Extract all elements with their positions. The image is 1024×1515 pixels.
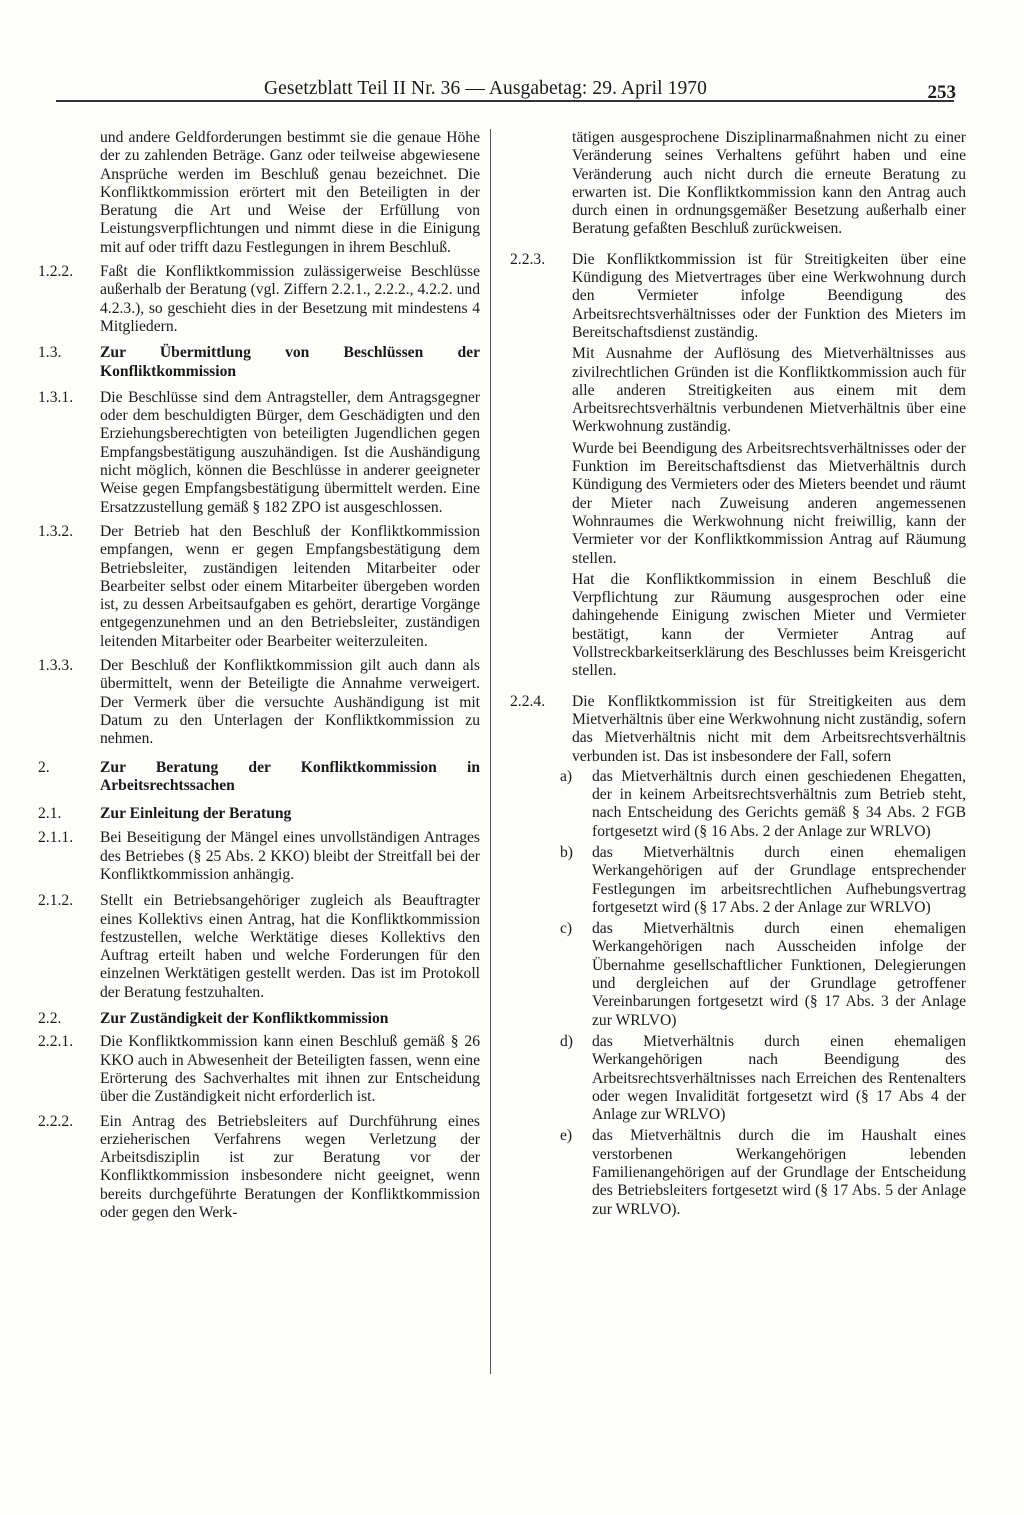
- section-number: 2.1.: [38, 805, 62, 823]
- right-column: [510, 129, 966, 1219]
- section-text: Die Konfliktkommission kann einen Beschluß gemäß § 26 KKO auch in Abwesenheit der Beteiligten fassen, wenn eine Erörterung des Sachverhaltes mit ihnen zur Entscheidung über die Zuständigkeit nicht erforderlich ist.: [100, 1033, 480, 1106]
- section-1-3-1: [38, 389, 480, 517]
- heading-1-3: [38, 344, 480, 381]
- section-1-3-2: [38, 523, 480, 651]
- section-2-2-2: [38, 1113, 480, 1223]
- section-2-2-1: [38, 1033, 480, 1106]
- heading-text: Zur Einleitung der Beratung: [100, 805, 292, 823]
- section-number: 2.2.: [38, 1010, 62, 1028]
- list-letter: d): [560, 1032, 573, 1050]
- section-1-3-3: [38, 657, 480, 748]
- list-item: [510, 768, 966, 841]
- list-item: [510, 1127, 966, 1218]
- left-column: [38, 129, 480, 1222]
- heading-text: Zur Beratung der Konfliktkommission in Arbeitsrechtssachen: [100, 758, 480, 794]
- section-number: 2.2.1.: [38, 1033, 74, 1051]
- list-item-text: das Mietverhältnis durch die im Haushalt eines verstorbenen Werkangehörigen lebenden Familienangehörigen auf der Grundlage der Entscheidung des Betriebsleiters fortgesetzt wird (§ 17 Abs. 5 der Anlage zur WRLVO).: [592, 1127, 966, 1218]
- section-number: 1.3.2.: [38, 522, 74, 540]
- section-number: 2.1.1.: [38, 829, 74, 847]
- list-letter: e): [560, 1127, 573, 1145]
- heading-2-1: [38, 805, 480, 823]
- section-number: 2.2.2.: [38, 1112, 74, 1130]
- section-1-2-2: [38, 263, 480, 336]
- section-text: Ein Antrag des Betriebsleiters auf Durchführung eines erzieherischen Verfahrens wegen Verletzung der Arbeitsdisziplin ist zur Beratung vor der Konfliktkommission insbesondere nicht geeignet, wenn bereits durchgeführte Beratungen der Konfliktkommission oder gegen den Werk-: [100, 1112, 480, 1222]
- list-item: [510, 920, 966, 1030]
- section-2-1-1: [38, 829, 480, 884]
- section-number: 1.3.: [38, 344, 62, 362]
- section-2-1-2: [38, 892, 480, 1002]
- list-letter: c): [560, 920, 573, 938]
- section-2-2-3: [510, 251, 966, 342]
- header-rule: [56, 100, 954, 102]
- list-letter: a): [560, 767, 573, 785]
- section-number: 2.: [38, 758, 50, 776]
- running-title: Gesetzblatt Teil II Nr. 36 — Ausgabetag: 29. April 1970: [264, 78, 707, 99]
- section-text: Die Beschlüsse sind dem Antragsteller, dem Antragsgegner oder dem beschuldigten Bürger, dem Geschädigten und den Erziehungsberechtigten von beteiligten Jugendlichen gegen Empfangsbestätigung auszuhändigen. Ist die Aushändigung nicht möglich, können die Beschlüsse in anderer geeigneter Weise gegen Empfangsbestätigung übermittelt werden. Eine Ersatzzustellung gemäß § 182 ZPO ist ausgeschlossen.: [100, 388, 480, 516]
- section-2-2-3-para-4: Hat die Konfliktkommission in einem Beschluß die Verpflichtung zur Räumung ausgesprochen oder eine dahingehende Einigung zwischen Mieter und Vermieter bestätigt, kann der Vermieter Antrag auf Vollstreckbarkeitserklärung des Beschlusses beim Kreisgericht stellen.: [572, 570, 966, 680]
- section-number: 1.3.3.: [38, 657, 74, 675]
- section-number: 2.1.2.: [38, 892, 74, 910]
- section-number: 1.2.2.: [38, 263, 74, 281]
- continued-paragraph: und andere Geldforderungen bestimmt sie die genaue Höhe der zu zahlenden Beträge. Ganz oder teilweise abgewiesene Ansprüche werden im Beschluß genau bezeichnet. Die Konfliktkommission erörtert mit den Beteiligten in der Beratung die Art und Weise der Erfüllung von Leistungsverpflichtungen und nimmt diese in die Einigung mit auf oder trifft dazu Festlegungen in ihrem Beschluß.: [100, 129, 480, 256]
- section-text: Der Betrieb hat den Beschluß der Konfliktkommission empfangen, wenn er gegen Empfangsbestätigung dem Betriebsleiter, zuständigen leitenden Mitarbeiter oder Bearbeiter selbst oder einem Mitarbeiter übergeben worden ist, zu dessen Arbeitsaufgaben es gehört, derartige Vorgänge entgegenzunehmen und an den Betriebsleiter, zuständigen leitenden Mitarbeiter oder Bearbeiter weiterzuleiten.: [100, 522, 480, 650]
- heading-2: [38, 759, 480, 796]
- list-item: [510, 844, 966, 917]
- heading-text: Zur Zuständigkeit der Konfliktkommission: [100, 1010, 389, 1028]
- section-text: Die Konfliktkommission ist für Streitigkeiten über eine Kündigung des Mietvertrages über eine Werkwohnung durch den Vermieter infolge Beendigung des Arbeitsrechtsverhältnisses oder der Funktion des Mieters im Bereitschaftsdienst zuständig.: [572, 250, 966, 341]
- section-number: 2.2.4.: [510, 692, 546, 710]
- section-2-2-4: [510, 693, 966, 766]
- section-text: Faßt die Konfliktkommission zulässigerweise Beschlüsse außerhalb der Beratung (vgl. Ziffern 2.2.1., 2.2.2., 4.2.2. und 4.2.3.), so geschieht dies in der Besetzung mit mindestens 4 Mitgliedern.: [100, 263, 480, 335]
- section-number: 2.2.3.: [510, 250, 546, 268]
- section-number: 1.3.1.: [38, 388, 74, 406]
- section-text: Bei Beseitigung der Mängel eines unvollständigen Antrages des Betriebes (§ 25 Abs. 2 KKO) bleibt der Streitfall bei der Konfliktkommission anhängig.: [100, 829, 480, 883]
- section-text: Stellt ein Betriebsangehöriger zugleich als Beauftragter eines Kollektivs einen Antrag, hat die Konfliktkommission festzustellen, welche Werktätige dieses Kollektivs den Auftrag erteilt haben und welche Forderungen für den einzelnen Werktätigen gestellt werden. Das ist im Protokoll der Beratung festzuhalten.: [100, 892, 480, 1001]
- section-2-2-3-para-2: Mit Ausnahme der Auflösung des Mietverhältnisses aus zivilrechtlichen Gründen ist die Konfliktkommission auch für alle anderen Streitigkeiten aus einem mit dem Arbeitsrechtsverhältnis verbundenen Mietverhältnis über eine Werkwohnung zuständig.: [572, 345, 966, 436]
- page-number: 253: [927, 82, 956, 103]
- list-item-text: das Mietverhältnis durch einen ehemaligen Werkangehörigen auf der Grundlage entsprechender Festlegungen im arbeitsrechtlichen Aufhebungsvertrag fortgesetzt wird (§ 17 Abs. 2 der Anlage zur WRLVO): [592, 843, 966, 916]
- section-text: Die Konfliktkommission ist für Streitigkeiten aus dem Mietverhältnis über eine Werkwohnung nicht zuständig, sofern das Mietverhältnis nicht mit dem Arbeitsrechtsverhältnis verbunden ist. Das ist insbesondere der Fall, sofern: [572, 692, 966, 765]
- heading-text: Zur Übermittlung von Beschlüssen der Konfliktkommission: [100, 344, 480, 380]
- page-header: [56, 72, 956, 102]
- continued-paragraph: tätigen ausgesprochene Disziplinarmaßnahmen nicht zu einer Veränderung seines Verhaltens geführt haben und eine Veränderung auch nicht durch die erneute Beratung zu erwarten ist. Die Konfliktkommission kann den Antrag auch durch einen in ordnungsgemäßer Besetzung außerhalb einer Beratung gefaßten Beschluß zurückweisen.: [572, 129, 966, 238]
- list-letter: b): [560, 843, 573, 861]
- list-item-text: das Mietverhältnis durch einen geschiedenen Ehegatten, der in keinem Arbeitsrechtsverhältnis zum Betrieb steht, nach Entscheidung des Gerichts gemäß § 34 Abs. 2 FGB fortgesetzt wird (§ 16 Abs. 2 der Anlage zur WRLVO): [592, 767, 966, 840]
- list-item-text: das Mietverhältnis durch einen ehemaligen Werkangehörigen nach Ausscheiden infolge der Übernahme gesellschaftlicher Funktionen, Delegierungen und dergleichen auf der Grundlage getroffener Vereinbarungen fortgesetzt wird (§ 17 Abs. 3 der Anlage zur WRLVO): [592, 920, 966, 1029]
- heading-2-2: [38, 1010, 480, 1028]
- section-2-2-3-para-3: Wurde bei Beendigung des Arbeitsrechtsverhältnisses oder der Funktion im Bereitschaftsdienst das Mietverhältnis durch Kündigung des Vermieters oder des Mieters beendet und räumt der Mieter nach Zuweisung anderen angemessenen Wohnraumes die Werkwohnung nicht freiwillig, kann der Vermieter vor der Konfliktkommission Antrag auf Räumung stellen.: [572, 439, 966, 567]
- section-text: Der Beschluß der Konfliktkommission gilt auch dann als übermittelt, wenn der Beteiligte die Annahme verweigert. Der Vermerk über die versuchte Aushändigung ist mit Datum zu den Unterlagen der Konfliktkommission zu nehmen.: [100, 657, 480, 748]
- list-item-text: das Mietverhältnis durch einen ehemaligen Werkangehörigen nach Beendigung des Arbeitsrechtsverhältnisses nach Erreichen des Rentenalters oder wegen Invalidität fortgesetzt wird (§ 17 Abs 4 der Anlage zur WRLVO): [592, 1032, 966, 1124]
- list-item: [510, 1033, 966, 1124]
- column-divider: [490, 129, 491, 1374]
